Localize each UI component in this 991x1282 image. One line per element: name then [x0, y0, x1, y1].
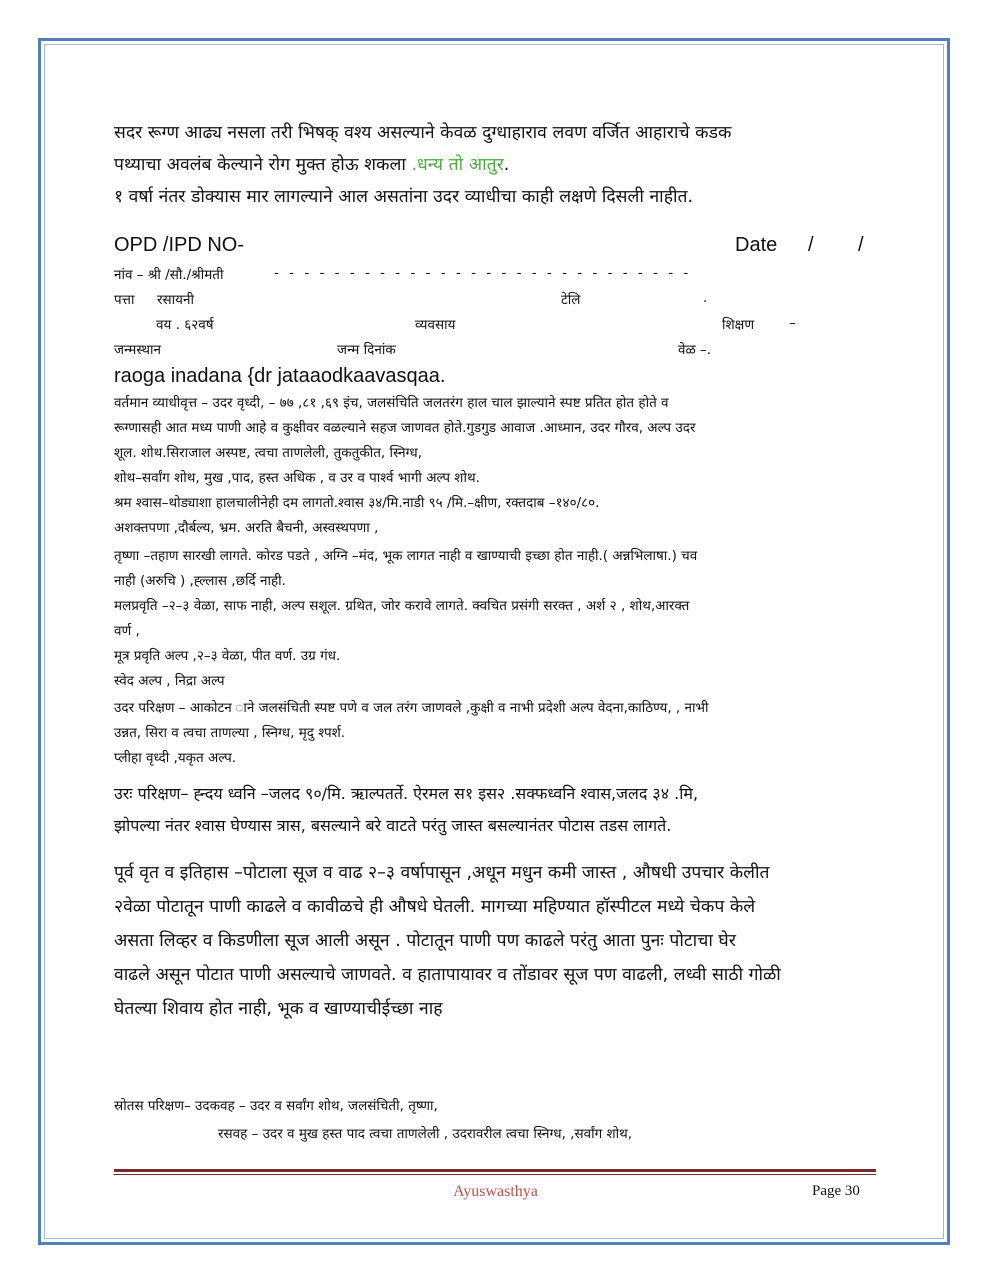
- body-line: तृष्णा –तहाण सारखी लागते. कोरड पडते , अग्नि –मंद, भूक लागत नाही व खाण्याची इच्छा होत नाही.( अन्नभिलाषा.) चव: [114, 548, 698, 564]
- page-border-inner: [44, 44, 944, 1239]
- body-line: नाही (अरुचि ) ,ह्ल्लास ,छर्दि नाही.: [114, 573, 286, 589]
- page-number: Page 30: [812, 1183, 860, 1199]
- body-line: प्लीहा वृध्दी ,यकृत अल्प.: [114, 750, 237, 766]
- address-label: पत्ता: [114, 292, 135, 308]
- intro-line-2-main: पथ्याचा अवलंब केल्याने रोग मुक्त होऊ शकला: [114, 155, 406, 175]
- history-line: वाढले असून पोटात पाणी असल्याचे जाणवते. व हातापायावर व तोंडावर सूज पण वाढली, लध्वी साठी गोळी: [114, 965, 781, 985]
- srotas-line-1: स्रोतस परिक्षण– उदकवह – उदर व सर्वांग शोथ, जलसंचिती, तृष्णा,: [114, 1098, 438, 1114]
- body-line: रूग्णासही आत मध्य पाणी आहे व कुक्षीवर वळल्याने सहज जाणवत होते.गुडगुड आवाज .आध्मान, उदर गौरव, अल्प उदर: [114, 420, 696, 436]
- name-blank-line: - - - - - - - - - - - - - - - - - - - - - - - - - - - -: [274, 265, 692, 281]
- tel-dot: .: [703, 290, 708, 306]
- body-line: शूल. शोथ.सिराजाल अस्पष्ट, त्वचा ताणलेली, तुकतुकीत, स्निग्ध,: [114, 445, 423, 461]
- intro-line-2-end: .: [503, 155, 510, 175]
- intro-line-2: [114, 152, 509, 176]
- date-slash-1: /: [808, 234, 814, 256]
- section-title: raoga inadana {dr jataaodkaavasqaa.: [114, 365, 446, 387]
- date-slash-2: /: [858, 234, 864, 256]
- name-label: नांव – श्री /सौ./श्रीमती: [114, 267, 224, 283]
- time-label: वेळ –.: [678, 342, 712, 358]
- body-line: वर्ण ,: [114, 623, 140, 639]
- tel-label: टेलि: [561, 292, 581, 308]
- intro-line-2-highlight: .धन्य तो आतुर: [411, 155, 504, 175]
- body-line: मलप्रवृति –२–३ वेळा, साफ नाही, अल्प सशूल. ग्रथित, जोर करावे लागते. क्वचित प्रसंगी सरक्त , अर्श २ , शोथ,आरक्त: [114, 598, 690, 614]
- birthplace-label: जन्मस्थान: [114, 342, 161, 358]
- chest-exam-line: उरः परिक्षण– ह्न्दय ध्वनि –जलद ९०/मि. ऋाल्पतर्ते. ऐरमल स१ इस२ .सक्फध्वनि श्वास,जलद ३४ .मि,: [114, 784, 699, 803]
- body-line: शोथ–सर्वांग शोथ, मुख ,पाद, हस्त अधिक , व उर व पार्श्व भागी अल्प शोथ.: [114, 470, 480, 486]
- body-line: मूत्र प्रवृति अल्प ,२–३ वेळा, पीत वर्ण. उग्र गंध.: [114, 648, 341, 664]
- occupation-label: व्यवसाय: [415, 317, 456, 333]
- body-line: स्वेद अल्प , निद्रा अल्प: [114, 673, 225, 689]
- address-value: रसायनी: [157, 292, 194, 308]
- education-dash: –: [789, 315, 796, 331]
- dob-label: जन्म दिनांक: [337, 342, 396, 358]
- body-line: वर्तमान व्याधीवृत्त – उदर वृध्दी, – ७७ ,८१ ,६९ इंच, जलसंचिति जलतरंग हाल चाल झाल्याने स्पष्ट प्रतित होत होते व: [114, 395, 669, 411]
- age-label: वय . ६२वर्ष: [156, 317, 214, 333]
- footer-rule-thick: [114, 1169, 876, 1172]
- history-line: असता लिव्हर व किडणीला सूज आली असून . पोटातून पाणी पण काढले परंतु आता पुनः पोटाचा घेर: [114, 931, 736, 951]
- chest-exam-line: झोपल्या नंतर श्वास घेण्यास त्रास, बसल्याने बरे वाटते परंतु जास्त बसल्यानंतर पोटास तडस लागते.: [114, 816, 672, 835]
- intro-line-3: १ वर्षा नंतर डोक्यास मार लागल्याने आल असतांना उदर व्याधीचा काही लक्षणे दिसली नाहीत.: [114, 187, 694, 207]
- body-line: अशक्तपणा ,दौर्बल्य, भ्रम. अरति बैचनी, अस्वस्थपणा ,: [114, 520, 379, 536]
- opd-ipd-label: OPD /IPD NO-: [114, 234, 245, 256]
- footer-rule-thin: [114, 1174, 876, 1175]
- body-line: श्रम श्वास–थोड्याशा हालचालीनेही दम लागतो.श्वास ३४/मि.नाडी ९५ /मि.–क्षीण, रक्तदाब –१४०/८०.: [114, 495, 600, 511]
- history-line: घेतल्या शिवाय होत नाही, भूक व खाण्याचीईच्छा नाह: [114, 999, 443, 1019]
- education-label: शिक्षण: [722, 317, 755, 333]
- srotas-line-2: रसवह – उदर व मुख हस्त पाद त्वचा ताणलेली , उदरावरील त्वचा स्निग्ध, ,सर्वांग शोथ,: [218, 1126, 633, 1142]
- history-line: २वेळा पोटातून पाणी काढले व कावीळचे ही औषधे घेतली. मागच्या महिण्यात हॉस्पीटल मध्ये चेकप केले: [114, 897, 756, 917]
- body-line: उदर परिक्षण – आकोटन ाने जलसंचिती स्पष्ट पणे व जल तरंग जाणवले ,कुक्षी व नाभी प्रदेशी अल्प वेदना,काठिण्य, , नाभी: [114, 700, 709, 716]
- body-line: उन्नत, सिरा व त्वचा ताणल्या , स्निग्ध, मृदु श्पर्श.: [114, 725, 346, 741]
- history-line: पूर्व वृत व इतिहास –पोटाला सूज व वाढ २–३ वर्षापासून ,अधून मधुन कमी जास्त , औषधी उपचार केलीत: [114, 863, 770, 883]
- date-label: Date: [735, 234, 778, 256]
- intro-line-1: सदर रूग्ण आढ्य नसला तरी भिषक् वश्य असल्याने केवळ दुग्धाहाराव लवण वर्जित आहाराचे कडक: [114, 123, 732, 143]
- footer-title: Ayuswasthya: [453, 1183, 538, 1200]
